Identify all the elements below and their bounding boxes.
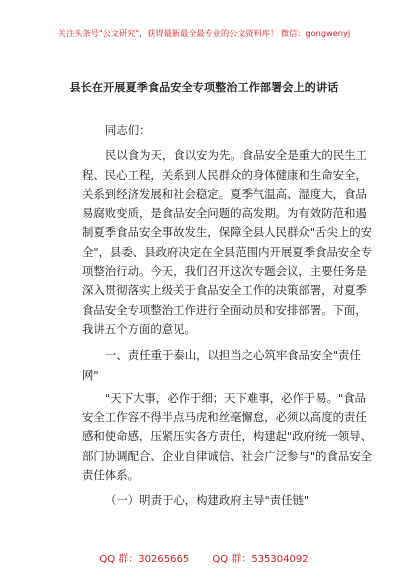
document-body [82,121,373,511]
qq-group-1: QQ 群：30265665 [99,554,190,565]
paragraph-line: 安全工作容不得半点马虎和丝毫懈怠，必须以高度的责任 [82,410,367,425]
paragraph-line: 我讲五个方面的意见。 [82,321,196,336]
paragraph-line: 部门协调配合、企业自律诚信、社会广泛参与"的食品安全 [82,448,373,463]
page-title: 县长在开展夏季食品安全专项整治工作部署会上的讲话 [69,81,339,94]
paragraph-line: 感和使命感，压紧压实各方责任，构建起"政府统一领导、 [82,429,373,444]
paragraph-line: 项整治行动。今天，我们召开这次专题会议，主要任务是 [82,264,367,279]
paragraph-line: 深入贯彻落实上级关于食品安全工作的决策部署，对夏季 [82,283,367,298]
section-heading-line: 网" [82,367,99,382]
promo-header: 关注头条号"公文研究"，获得最新最全最专业的公文资料库！ 微信：gongwenyj [57,28,351,38]
salutation: 同志们： [105,123,151,137]
paragraph-line: 易腐败变质，是食品安全问题的高发期。为有效防范和遏 [82,206,367,221]
paragraph-line: 责任体系。 [82,468,139,483]
section-heading-line: 一、责任重于泰山，以担当之心筑牢食品安全"责任 [105,348,361,363]
paragraph-line: 制夏季食品安全事故发生，保障全县人民群众"舌尖上的安 [82,225,373,240]
qq-group-2: QQ 群：535304092 [212,554,309,565]
subsection-heading: （一）明责于心，构建政府主导"责任链" [105,493,310,508]
paragraph-line: 食品安全专项整治工作进行全面动员和安排部署。下面， [82,302,367,317]
paragraph-line: "天下大事，必作于细；天下难事，必作于易。"食品 [105,390,367,405]
contact-footer [0,550,408,565]
paragraph-line: 民以食为天，食以安为先。食品安全是重大的民生工 [105,148,367,163]
paragraph-line: 关系到经济发展和社会稳定。夏季气温高、湿度大，食品 [82,186,367,201]
paragraph-line: 程、民心工程，关系到人民群众的身体健康和生命安全， [82,167,367,182]
paragraph-line: 全"，县委、县政府决定在全县范围内开展夏季食品安全专 [82,244,373,259]
